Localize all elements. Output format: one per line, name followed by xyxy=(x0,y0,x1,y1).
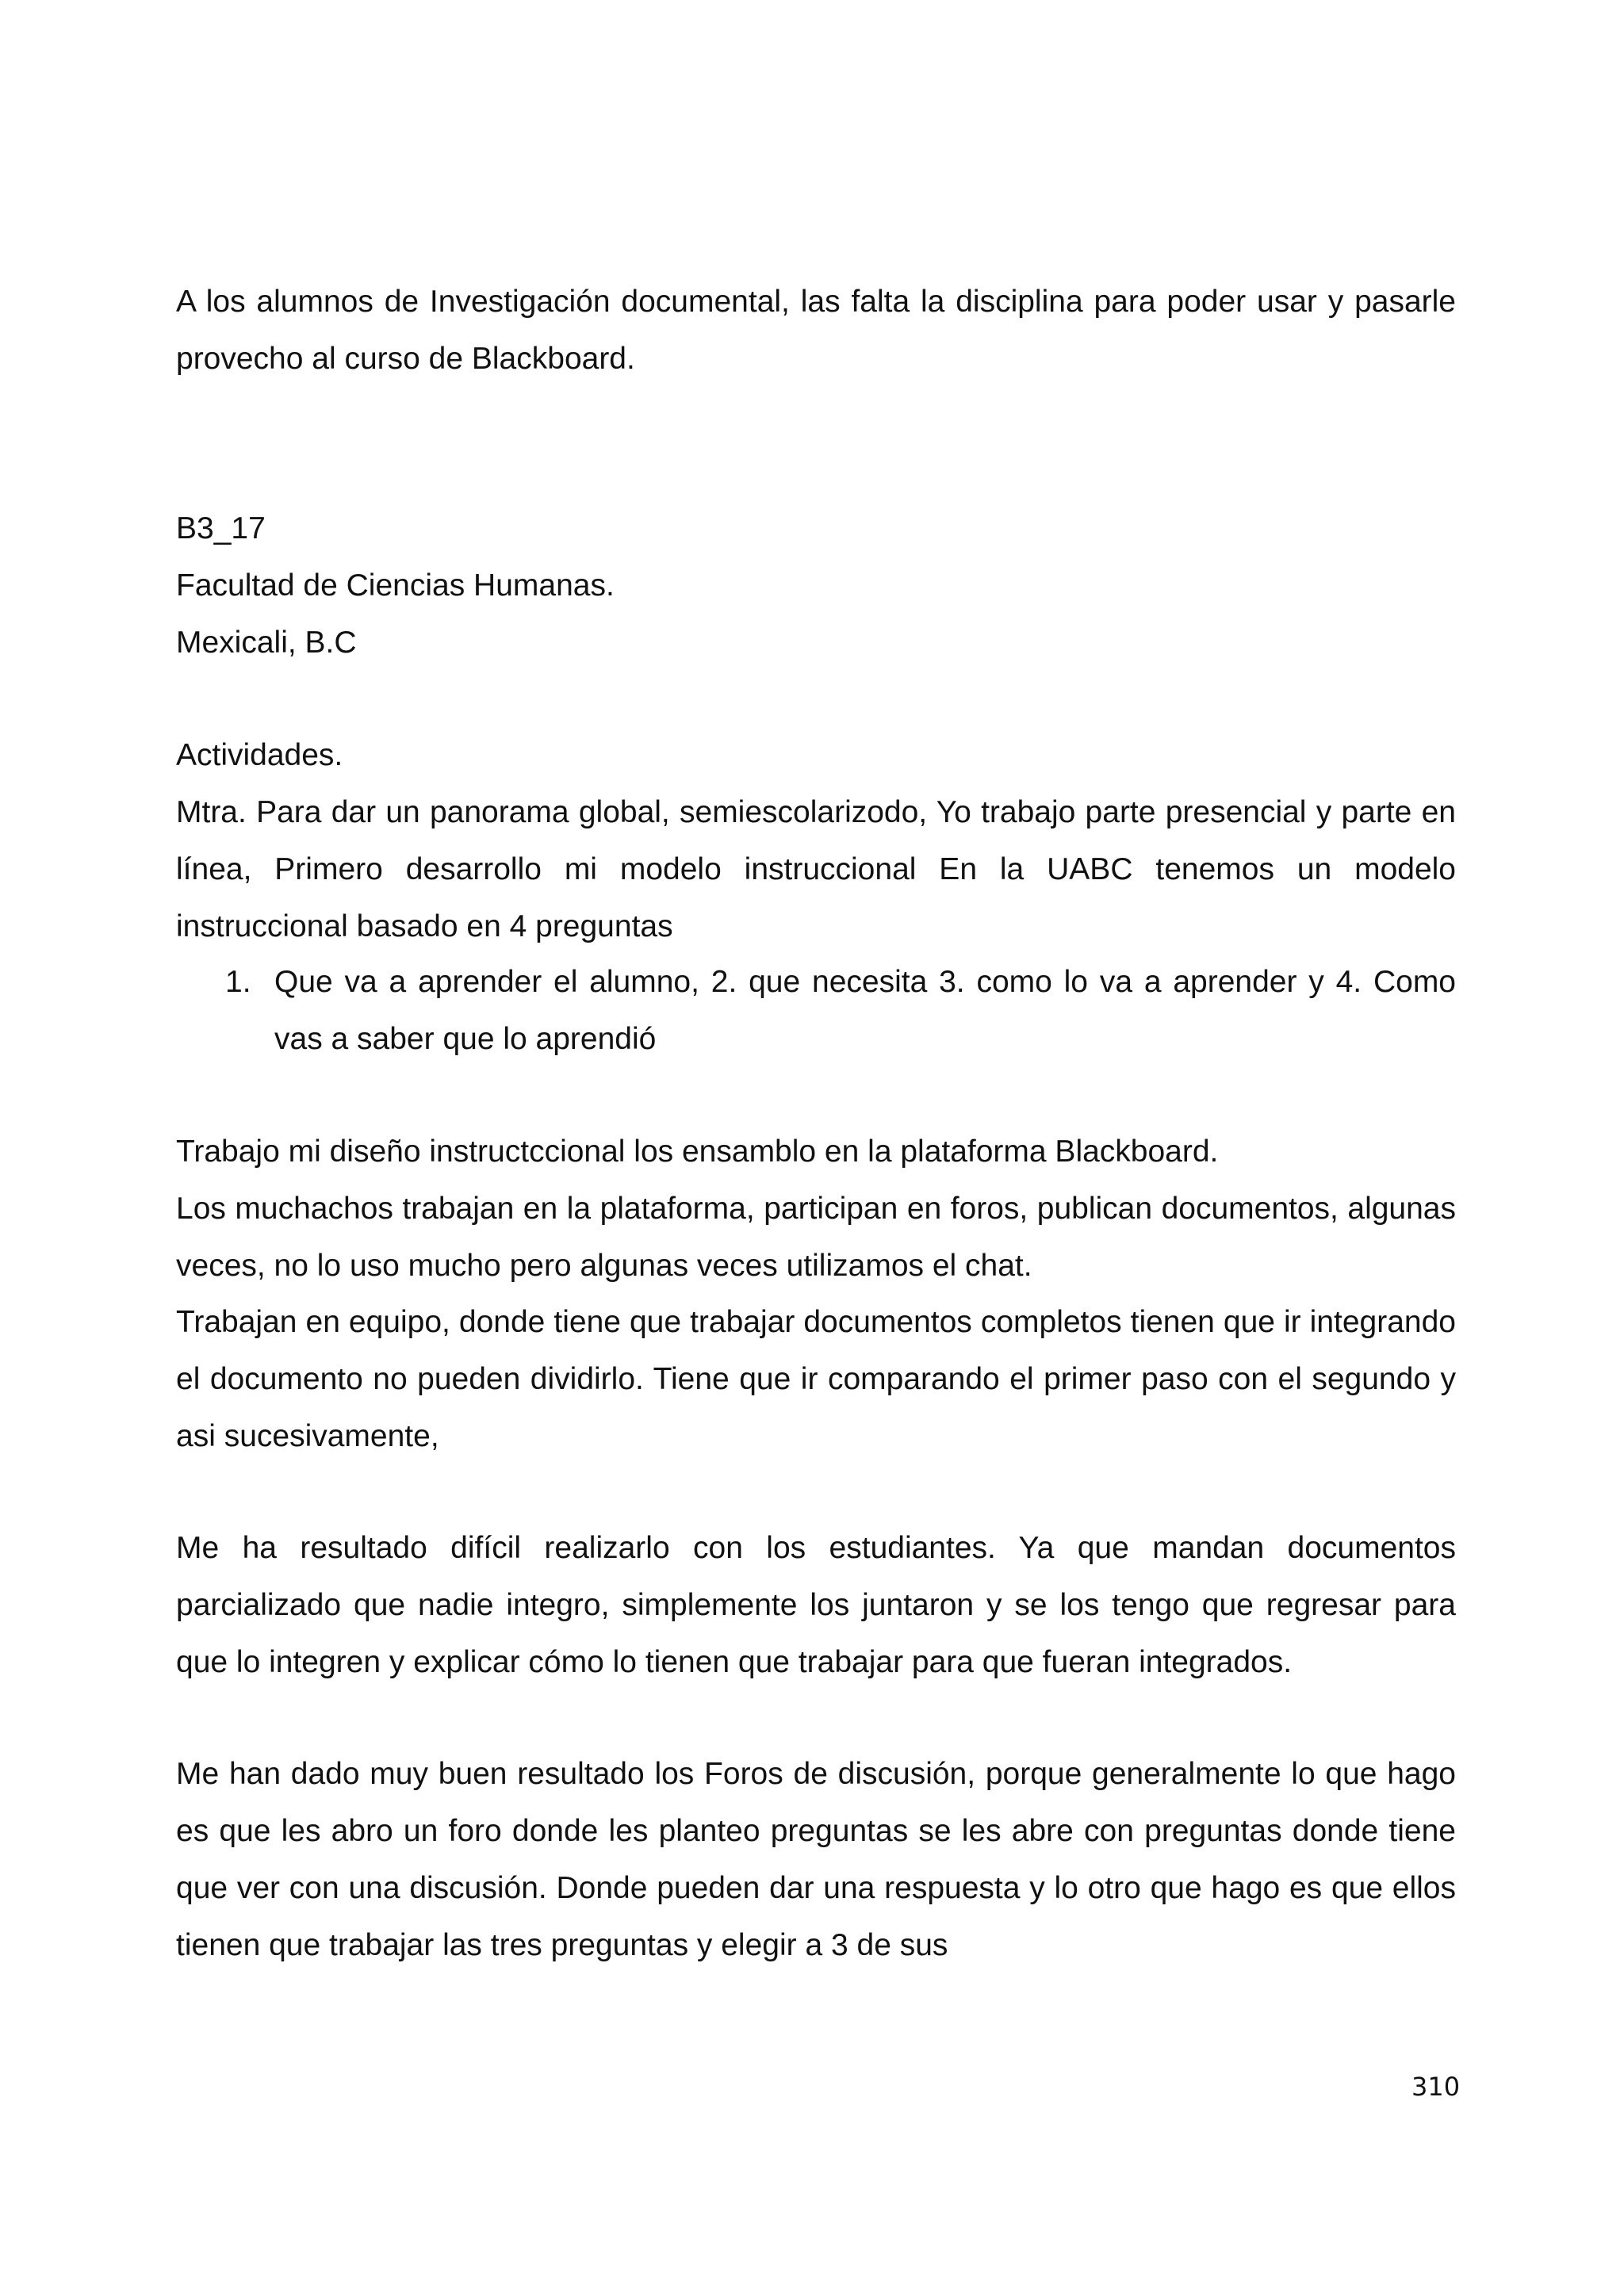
list-item-number: 1. xyxy=(225,965,251,999)
paragraph-foros: Me han dado muy buen resultado los Foros de discusión, porque generalmente lo que hago es que les abro un foro donde les planteo preguntas se les abre con preguntas donde tiene que ver con una discusión. Donde pueden dar una respuesta y lo otro que hago es que ellos tienen que trabajar las tres preguntas y elegir a 3 de sus xyxy=(176,1757,1456,1962)
section-label: Actividades. xyxy=(176,738,343,772)
paragraph-mtra: Mtra. Para dar un panorama global, semiescolarizodo, Yo trabajo parte presencial y parte en línea, Primero desarrollo mi modelo instruccional En la UABC tenemos un modelo instruccional basado en 4 preguntas xyxy=(176,795,1456,943)
paragraph-intro: A los alumnos de Investigación documental, las falta la disciplina para poder usar y pasarle provecho al curso de Blackboard. xyxy=(176,285,1456,376)
faculty-name: Facultad de Ciencias Humanas. xyxy=(176,568,615,603)
interview-code: B3_17 xyxy=(176,511,266,545)
list-item-text: Que va a aprender el alumno, 2. que necesita 3. como lo va a aprender y 4. Como vas a saber que lo aprendió xyxy=(274,965,1456,1056)
paragraph-muchachos: Los muchachos trabajan en la plataforma, participan en foros, publican documentos, algunas veces, no lo uso mucho pero algunas veces utilizamos el chat. xyxy=(176,1192,1456,1283)
numbered-list-item xyxy=(176,954,1456,1068)
paragraph-equipo: Trabajan en equipo, donde tiene que trabajar documentos completos tienen que ir integrando el documento no pueden dividirlo. Tiene que ir comparando el primer paso con el segundo y asi sucesivamente, xyxy=(176,1305,1456,1453)
paragraph-dificil: Me ha resultado difícil realizarlo con los estudiantes. Ya que mandan documentos parcializado que nadie integro, simplemente los juntaron y se los tengo que regresar para que lo integren y explicar cómo lo tienen que trabajar para que fueran integrados. xyxy=(176,1531,1456,1679)
page-number: 310 xyxy=(1411,2072,1461,2102)
paragraph-design: Trabajo mi diseño instructccional los ensamblo en la plataforma Blackboard. xyxy=(176,1135,1219,1169)
location: Mexicali, B.C xyxy=(176,626,357,660)
